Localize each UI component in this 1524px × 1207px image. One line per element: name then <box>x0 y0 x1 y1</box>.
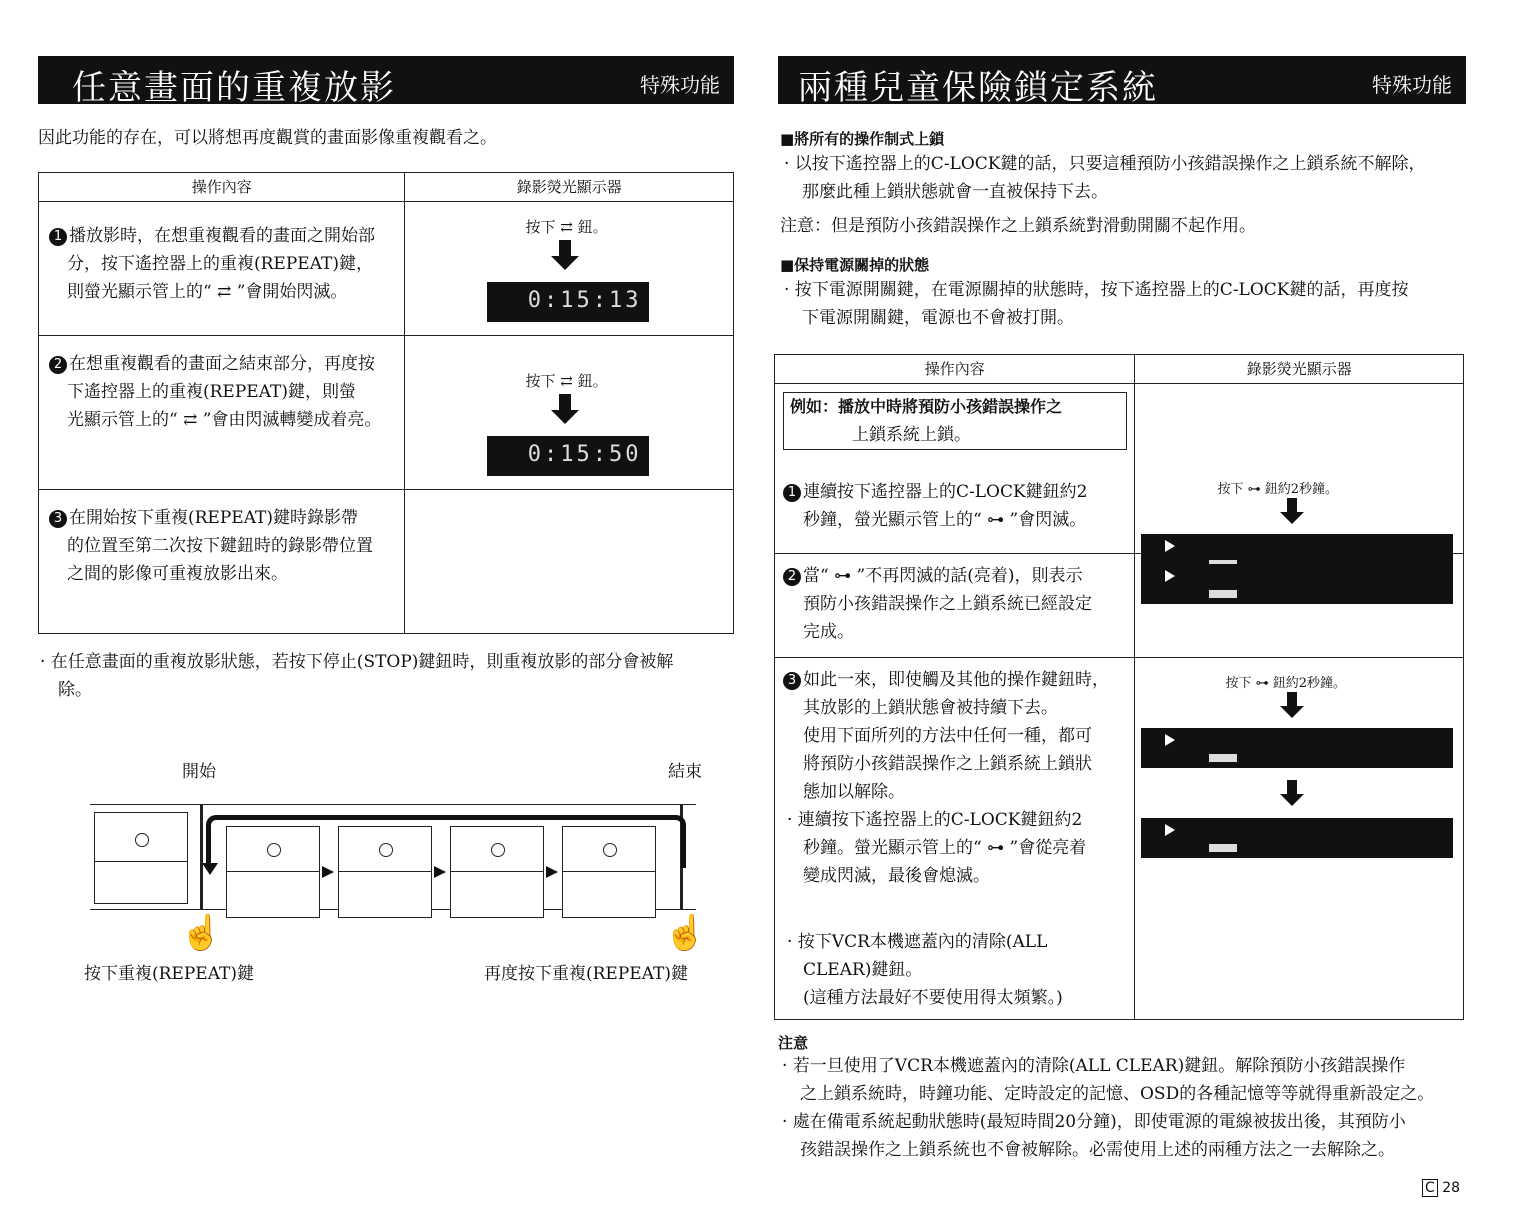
right-title-bar <box>778 56 1466 108</box>
vcr-display <box>487 436 649 476</box>
golfer-figure <box>135 833 149 847</box>
diagram-start-label: 開始 <box>182 762 216 782</box>
next-arrow-icon <box>434 866 446 878</box>
right-badge: 特殊功能 <box>1372 73 1452 97</box>
vcr-display <box>1141 728 1453 768</box>
horizon-line <box>339 871 431 872</box>
left-title-bar <box>38 56 734 108</box>
vcr-display <box>1141 564 1453 604</box>
line: 秒鐘，螢光顯示管上的“ ⊶ ”會閃滅。 <box>803 510 1087 530</box>
down-arrow-head-icon <box>551 256 579 270</box>
sec1-title: ■將所有的操作制式上鎖 <box>780 130 945 148</box>
golfer-figure <box>379 843 393 857</box>
line: · 若一旦使用了VCR本機遮蓋內的清除(ALL CLEAR)鍵鈕。解除預防小孩錯誤操作 <box>782 1056 1406 1076</box>
golfer-figure <box>603 843 617 857</box>
vcr-display <box>487 282 649 322</box>
lcd-time: 0:15:13 <box>527 288 642 313</box>
step-num: 3 <box>49 510 67 528</box>
lr-indicator-icon <box>1209 844 1237 852</box>
line: · 以按下遙控器上的C-LOCK鍵的話，只要這種預防小孩錯誤操作之上鎖系統不解除， <box>784 154 1426 174</box>
lr-indicator-icon <box>1209 590 1237 598</box>
horizon-line <box>563 871 655 872</box>
line: 其放影的上鎖狀態會被持續下去。 <box>803 698 1058 718</box>
play-icon <box>1165 824 1175 836</box>
left-intro: 因此功能的存在，可以將想再度觀賞的畫面影像重複觀看之。 <box>38 128 497 148</box>
press-lock-label: 按下 ⊶ 鈕約2秒鐘。 <box>1217 482 1339 497</box>
line: (這種方法最好不要使用得太頻繁。) <box>803 988 1063 1008</box>
down-arrow-head-icon <box>1280 794 1304 806</box>
line: · 處在備電系統起動狀態時(最短時間20分鐘)，即使電源的電線被拔出後，其預防小 <box>782 1112 1406 1132</box>
line: 當“ ⊶ ”不再閃滅的話(亮着)，則表示 <box>803 566 1083 586</box>
line: CLEAR)鍵鈕。 <box>803 960 923 980</box>
sec2-title: ■保持電源關掉的狀態 <box>780 256 930 274</box>
vcr-display <box>1141 818 1453 858</box>
line: · 在任意畫面的重複放影狀態，若按下停止(STOP)鍵鈕時，則重複放影的部分會被解 <box>40 652 674 672</box>
page-c-box: C <box>1422 1179 1438 1197</box>
press-repeat-first: 按下重複(REPEAT)鍵 <box>84 964 255 984</box>
left-step-3 <box>49 504 373 588</box>
press-repeat-label: 按下 ⇄ 鈕。 <box>525 218 608 236</box>
golfer-figure <box>491 843 505 857</box>
next-arrow-icon <box>546 866 558 878</box>
down-arrow-icon <box>1287 498 1297 512</box>
down-arrow-icon <box>1287 780 1297 794</box>
left-step-1 <box>49 222 375 306</box>
right-title: 兩種兒童保險鎖定系統 <box>798 68 1158 108</box>
example-box <box>783 392 1127 450</box>
play-icon <box>1165 734 1175 746</box>
line: 預防小孩錯誤操作之上鎖系統已經設定 <box>803 594 1092 614</box>
step-num: 3 <box>783 672 801 690</box>
sec1-body <box>784 150 1426 206</box>
right-step-1 <box>783 478 1088 534</box>
left-title: 任意畫面的重複放影 <box>72 68 396 108</box>
line: 秒鐘。螢光顯示管上的“ ⊶ ”會從亮着 <box>803 838 1087 858</box>
press-lock-label: 按下 ⊶ 鈕約2秒鐘。 <box>1225 676 1347 691</box>
line: 下電源開關鍵，電源也不會被打開。 <box>802 308 1074 328</box>
press-repeat-second: 再度按下重複(REPEAT)鍵 <box>484 964 689 984</box>
film-frame <box>338 826 432 918</box>
line: 上鎖系統上鎖。 <box>852 425 971 445</box>
horizon-line <box>227 871 319 872</box>
press-repeat-label: 按下 ⇄ 鈕。 <box>525 372 608 390</box>
right-th-op: 操作內容 <box>924 360 985 378</box>
down-arrow-icon <box>1287 692 1297 706</box>
right-step-2 <box>783 562 1092 646</box>
down-arrow-head-icon <box>1280 512 1304 524</box>
left-th-disp: 錄影熒光顯示器 <box>516 178 622 196</box>
loop-arrow-head-icon <box>202 863 218 875</box>
right-table <box>774 354 1464 1020</box>
line: 將預防小孩錯誤操作之上鎖系統上鎖狀 <box>803 754 1092 774</box>
line: 的位置至第二次按下鍵鈕時的錄影帶位置 <box>67 536 373 556</box>
line: 除。 <box>58 680 92 700</box>
line <box>783 918 1109 928</box>
right-th-disp: 錄影熒光顯示器 <box>1246 360 1352 378</box>
film-start-marker <box>200 805 203 909</box>
line: 完成。 <box>803 622 854 642</box>
line: 播放影時，在想重複觀看的畫面之開始部 <box>69 226 375 246</box>
film-frame <box>94 812 188 904</box>
line: 態加以解除。 <box>803 782 905 802</box>
line: · 連續按下遙控器上的C-LOCK鍵鈕約2 <box>787 810 1083 830</box>
down-arrow-head-icon <box>551 410 579 424</box>
line: · 按下電源開關鍵，在電源關掉的狀態時，按下遙控器上的C-LOCK鍵的話，再度按 <box>784 280 1409 300</box>
left-table <box>38 172 734 634</box>
page-num: 28 <box>1442 1180 1461 1196</box>
line: 在想重複觀看的畫面之結束部分，再度按 <box>69 354 375 374</box>
line: 之上鎖系統時，時鐘功能、定時設定的記憶、OSD的各種記憶等等就得重新設定之。 <box>800 1084 1435 1104</box>
golfer-figure <box>267 843 281 857</box>
line: · 按下VCR本機遮蓋內的清除(ALL <box>787 932 1048 952</box>
example-line: 例如：播放中時將預防小孩錯誤操作之 <box>790 397 1063 416</box>
left-step-2 <box>49 350 381 434</box>
play-icon <box>1165 540 1175 552</box>
line: 使用下面所列的方法中任何一種，都可 <box>803 726 1092 746</box>
left-th-op: 操作內容 <box>191 178 252 196</box>
diagram-end-label: 結束 <box>668 762 702 782</box>
note-title: 注意 <box>778 1034 809 1052</box>
lcd-time: 0:15:50 <box>527 442 642 467</box>
caution: 注意：但是預防小孩錯誤操作之上鎖系統對滑動開關不起作用。 <box>780 216 1256 236</box>
pointing-hand-icon: ☝ <box>180 913 223 953</box>
play-icon <box>1165 570 1175 582</box>
down-arrow-head-icon <box>1280 706 1304 718</box>
lr-indicator-icon <box>1209 754 1237 762</box>
step-num: 1 <box>49 228 67 246</box>
line: 連續按下遙控器上的C-LOCK鍵鈕約2 <box>803 482 1088 502</box>
line: 如此一來，即使觸及其他的操作鍵鈕時， <box>803 670 1109 690</box>
line: 則螢光顯示管上的“ ⇄ ”會開始閃滅。 <box>67 282 348 302</box>
right-step-3 <box>783 666 1109 1012</box>
left-badge: 特殊功能 <box>640 73 720 97</box>
down-arrow-icon <box>559 240 571 256</box>
film-frame <box>450 826 544 918</box>
line: 之間的影像可重複放影出來。 <box>67 564 288 584</box>
line: 孩錯誤操作之上鎖系統也不會被解除。必需使用上述的兩種方法之一去解除之。 <box>800 1140 1395 1160</box>
horizon-line <box>451 871 543 872</box>
line: 下遙控器上的重複(REPEAT)鍵，則螢 <box>67 382 357 402</box>
pointing-hand-icon: ☝ <box>664 913 707 953</box>
step-num: 1 <box>783 484 801 502</box>
line: 在開始按下重複(REPEAT)鍵時錄影帶 <box>69 508 359 528</box>
line: 光顯示管上的“ ⇄ ”會由閃滅轉變成着亮。 <box>67 410 382 430</box>
left-note <box>40 648 730 704</box>
horizon-line <box>95 861 187 862</box>
line: 分，按下遙控器上的重複(REPEAT)鍵， <box>67 254 374 274</box>
right-notes <box>782 1052 1472 1164</box>
line: 變成閃滅，最後會熄滅。 <box>803 866 990 886</box>
step-num: 2 <box>49 356 67 374</box>
step-num: 2 <box>783 568 801 586</box>
line <box>783 890 1109 918</box>
next-arrow-icon <box>322 866 334 878</box>
line: 那麼此種上鎖狀態就會一直被保持下去。 <box>802 182 1108 202</box>
page-number <box>1422 1180 1460 1196</box>
film-frame <box>226 826 320 918</box>
film-frame <box>562 826 656 918</box>
sec2-body <box>784 276 1409 332</box>
down-arrow-icon <box>559 394 571 410</box>
